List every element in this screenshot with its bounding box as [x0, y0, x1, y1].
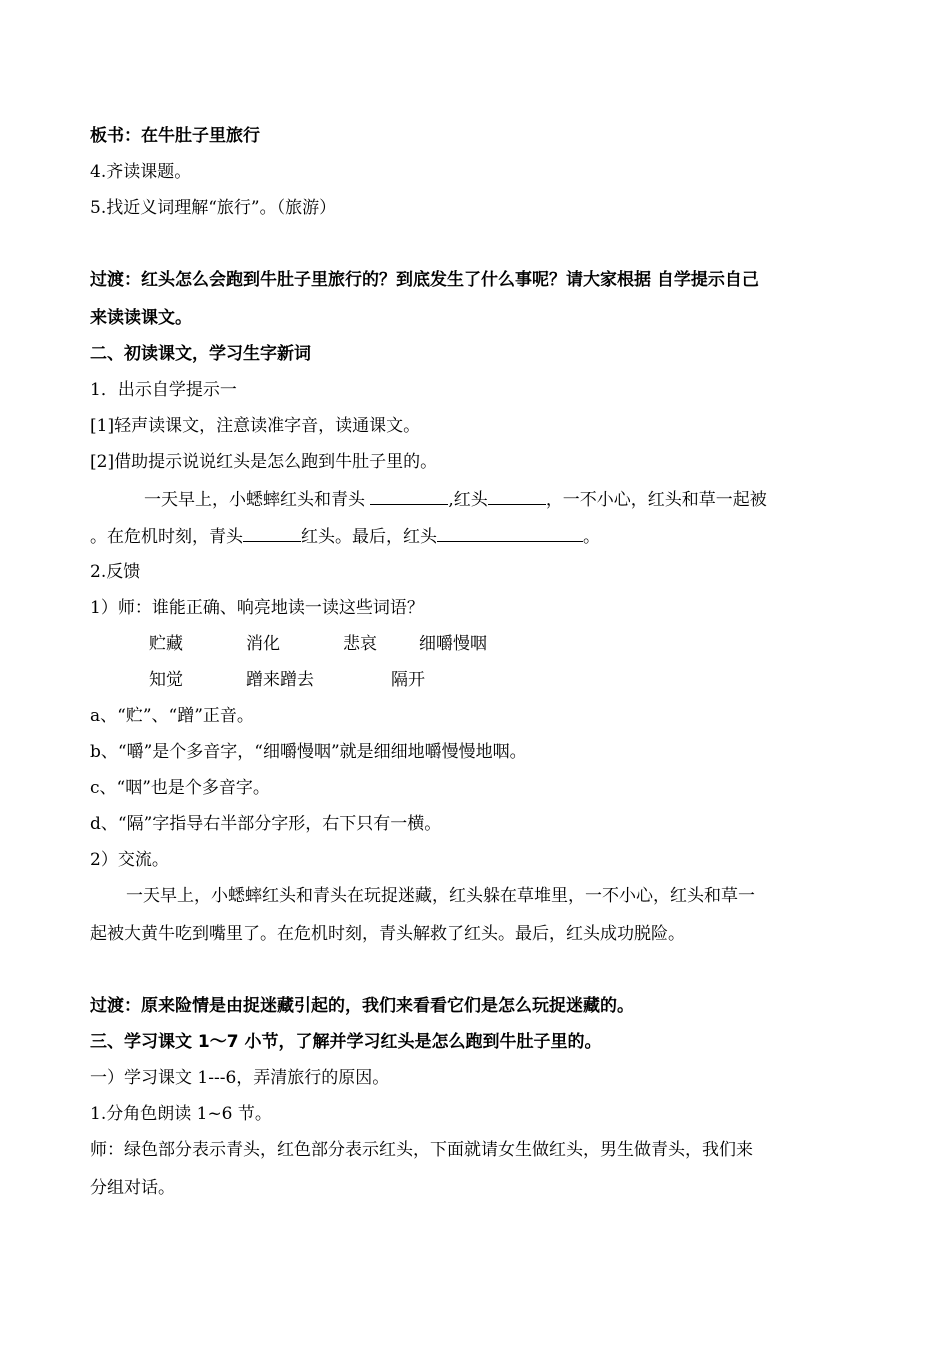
story-line-2: 起被大黄牛吃到嘴里了。在危机时刻，青头解救了红头。最后，红头成功脱险。 — [90, 924, 685, 944]
blackboard-title: 板书：在牛肚子里旅行 — [90, 126, 260, 146]
section-2-heading: 二、初读课文，学习生字新词 — [90, 344, 311, 364]
section-3-heading: 三、学习课文 1～7 小节，了解并学习红头是怎么跑到牛肚子里的。 — [90, 1032, 602, 1052]
feedback-heading: 2.反馈 — [90, 562, 141, 582]
role-reading-step: 1.分角色朗读 1~6 节。 — [90, 1104, 272, 1124]
transition-1-line-2: 来读读课文。 — [90, 308, 192, 328]
teacher-instruction-line-2: 分组对话。 — [90, 1178, 175, 1198]
blank-2 — [488, 488, 546, 505]
prompt-item-2: [2]借助提示说说红头是怎么跑到牛肚子里的。 — [90, 452, 438, 472]
blank-4 — [437, 525, 583, 542]
vocab-word: 蹭来蹭去 — [246, 670, 314, 690]
teacher-instruction-line-1: 师：绿色部分表示青头，红色部分表示红头，下面就请女生做红头，男生做青头，我们来 — [90, 1140, 753, 1160]
fill-text-2: ,红头 — [448, 490, 488, 510]
vocab-word: 隔开 — [391, 670, 425, 690]
subsection-1-heading: 一）学习课文 1---6，弄清旅行的原因。 — [90, 1068, 390, 1088]
step-4: 4.齐读课题。 — [90, 162, 192, 182]
vocab-word: 贮藏 — [149, 634, 183, 654]
fill-text-5: 红头。最后，红头 — [301, 527, 437, 547]
fill-text-6: 。 — [583, 527, 600, 547]
exchange-heading: 2）交流。 — [90, 850, 169, 870]
fill-text-1: 一天早上，小蟋蟀红头和青头 — [144, 490, 371, 510]
note-a: a、“贮”、“蹭”正音。 — [90, 706, 254, 726]
transition-1-line-1: 过渡：红头怎么会跑到牛肚子里旅行的？到底发生了什么事呢？请大家根据 自学提示自己 — [90, 270, 759, 290]
blank-3 — [243, 525, 301, 542]
vocab-word: 消化 — [246, 634, 280, 654]
fill-text-4: 。在危机时刻，青头 — [90, 527, 243, 547]
fill-text-3: ，一不小心，红头和草一起被 — [545, 490, 767, 510]
note-c: c、“咽”也是个多音字。 — [90, 778, 270, 798]
vocab-word: 细嚼慢咽 — [419, 634, 487, 654]
vocab-word: 知觉 — [149, 670, 183, 690]
prompt-item-1: [1]轻声读课文，注意读准字音，读通课文。 — [90, 416, 421, 436]
note-d: d、“隔”字指导右半部分字形，右下只有一横。 — [90, 814, 442, 834]
prompt-heading: 1．出示自学提示一 — [90, 380, 237, 400]
fill-blank-line-1 — [144, 488, 767, 511]
note-b: b、“嚼”是个多音字，“细嚼慢咽”就是细细地嚼慢慢地咽。 — [90, 742, 527, 762]
blank-1 — [370, 488, 448, 505]
transition-2: 过渡：原来险情是由捉迷藏引起的，我们来看看它们是怎么玩捉迷藏的。 — [90, 996, 634, 1016]
vocab-word: 悲哀 — [343, 634, 377, 654]
step-5: 5.找近义词理解“旅行”。（旅游） — [90, 198, 337, 218]
teacher-question: 1）师：谁能正确、响亮地读一读这些词语？ — [90, 598, 424, 618]
story-line-1: 一天早上，小蟋蟀红头和青头在玩捉迷藏，红头躲在草堆里，一不小心，红头和草一 — [126, 886, 755, 906]
fill-blank-line-2 — [90, 525, 600, 548]
